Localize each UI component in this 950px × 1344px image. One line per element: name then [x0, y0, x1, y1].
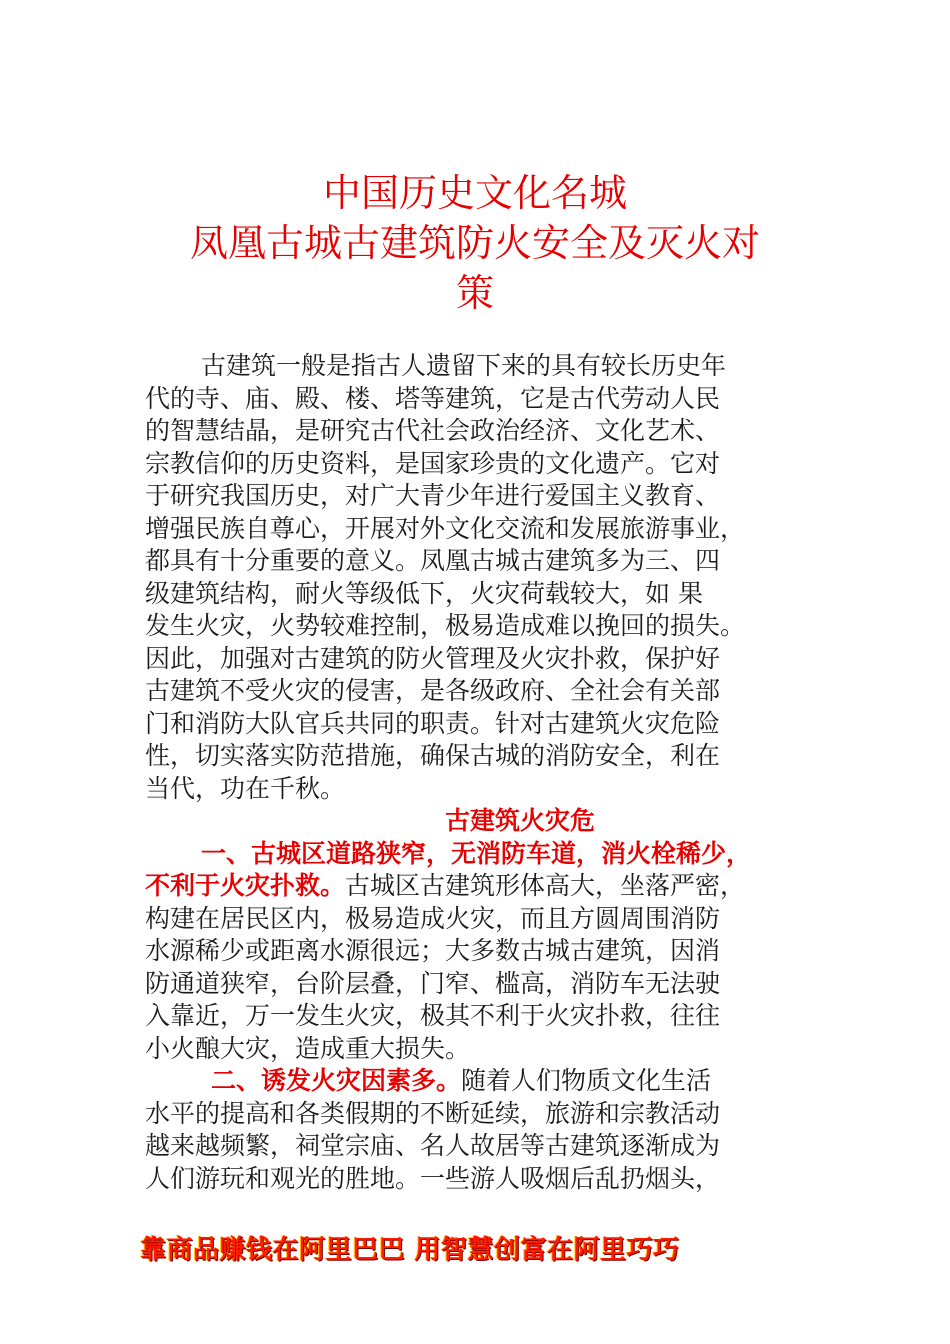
point-1-line: 防通道狭窄，台阶层叠，门窄、槛高，消防车无法驶 [145, 968, 721, 998]
point-2-heading: 二、诱发火灾因素多。 [211, 1066, 462, 1095]
intro-line: 性，切实落实防范措施，确保古城的消防安全，利在 [145, 741, 721, 770]
intro-line: 于研究我国历史，对广大青少年进行爱国主义教育、 [145, 481, 721, 510]
title-line-1: 中国历史文化名城 [322, 171, 627, 215]
intro-line: 都具有十分重要的意义。凤凰古城古建筑多为三、四 [145, 546, 721, 575]
point-1-line: 水源稀少或距离水源很远；大多数古城古建筑，因消 [145, 936, 721, 965]
intro-line: 门和消防大队官兵共同的职责。针对古建筑火灾危险 [145, 708, 721, 738]
document-body [145, 350, 815, 1195]
intro-line: 古建筑不受火灾的侵害，是各级政府、全社会有关部 [145, 676, 721, 705]
intro-line: 代的寺、庙、殿、楼、塔等建筑，它是古代劳动人民 [145, 383, 721, 413]
promo-banner[interactable]: 靠商品赚钱在阿里巴巴 用智慧创富在阿里巧巧 [140, 1235, 680, 1265]
section-heading: 古建筑火灾危 [444, 806, 595, 835]
intro-paragraph [145, 350, 815, 805]
point-1-heading-line-1: 一、古城区道路狭窄，无消防车道，消火栓稀少， [201, 838, 752, 868]
intro-line: 级建筑结构，耐火等级低下，火灾荷载较大，如 果 [145, 578, 703, 608]
point-2-line: 水平的提高和各类假期的不断延续，旅游和宗教活动 [145, 1098, 721, 1128]
intro-line: 发生火灾，火势较难控制，极易造成难以挽回的损失。 [145, 611, 746, 640]
title-line-3: 策 [455, 271, 494, 315]
intro-line: 增强民族自尊心，开展对外文化交流和发展旅游事业， [145, 513, 746, 543]
point-1-line [145, 870, 815, 903]
point-2-line [145, 1065, 815, 1098]
intro-line: 古建筑一般是指古人遗留下来的具有较长历史年 [201, 351, 727, 380]
point-2-paragraph [145, 1065, 815, 1195]
point-1-heading-line-2: 不利于火灾扑救。 [145, 871, 346, 900]
point-1-line: 入靠近，万一发生火灾，极其不利于火灾扑救，往往 [145, 1001, 721, 1030]
point-2-line: 越来越频繁，祠堂宗庙、名人故居等古建筑逐渐成为 [145, 1131, 721, 1160]
document-title [120, 168, 830, 318]
intro-line: 当代，功在千秋。 [145, 773, 346, 803]
point-1-text: 古城区古建筑形体高大，坐落严密， [345, 871, 746, 900]
intro-line: 的智慧结晶，是研究古代社会政治经济、文化艺术、 [145, 416, 721, 445]
intro-line: 因此，加强对古建筑的防火管理及火灾扑救，保护好 [145, 643, 721, 673]
point-2-text: 随着人们物质文化生活 [461, 1066, 712, 1095]
point-1-paragraph [145, 838, 815, 1066]
intro-line: 宗教信仰的历史资料，是国家珍贵的文化遗产。它对 [145, 448, 721, 478]
point-2-line: 人们游玩和观光的胜地。一些游人吸烟后乱扔烟头， [145, 1163, 721, 1193]
point-1-line: 小火酿大灾，造成重大损失。 [145, 1033, 471, 1063]
title-line-2: 凤凰古城古建筑防火安全及灭火对 [189, 221, 760, 265]
point-1-line: 构建在居民区内，极易造成火灾，而且方圆周围消防 [145, 903, 721, 933]
